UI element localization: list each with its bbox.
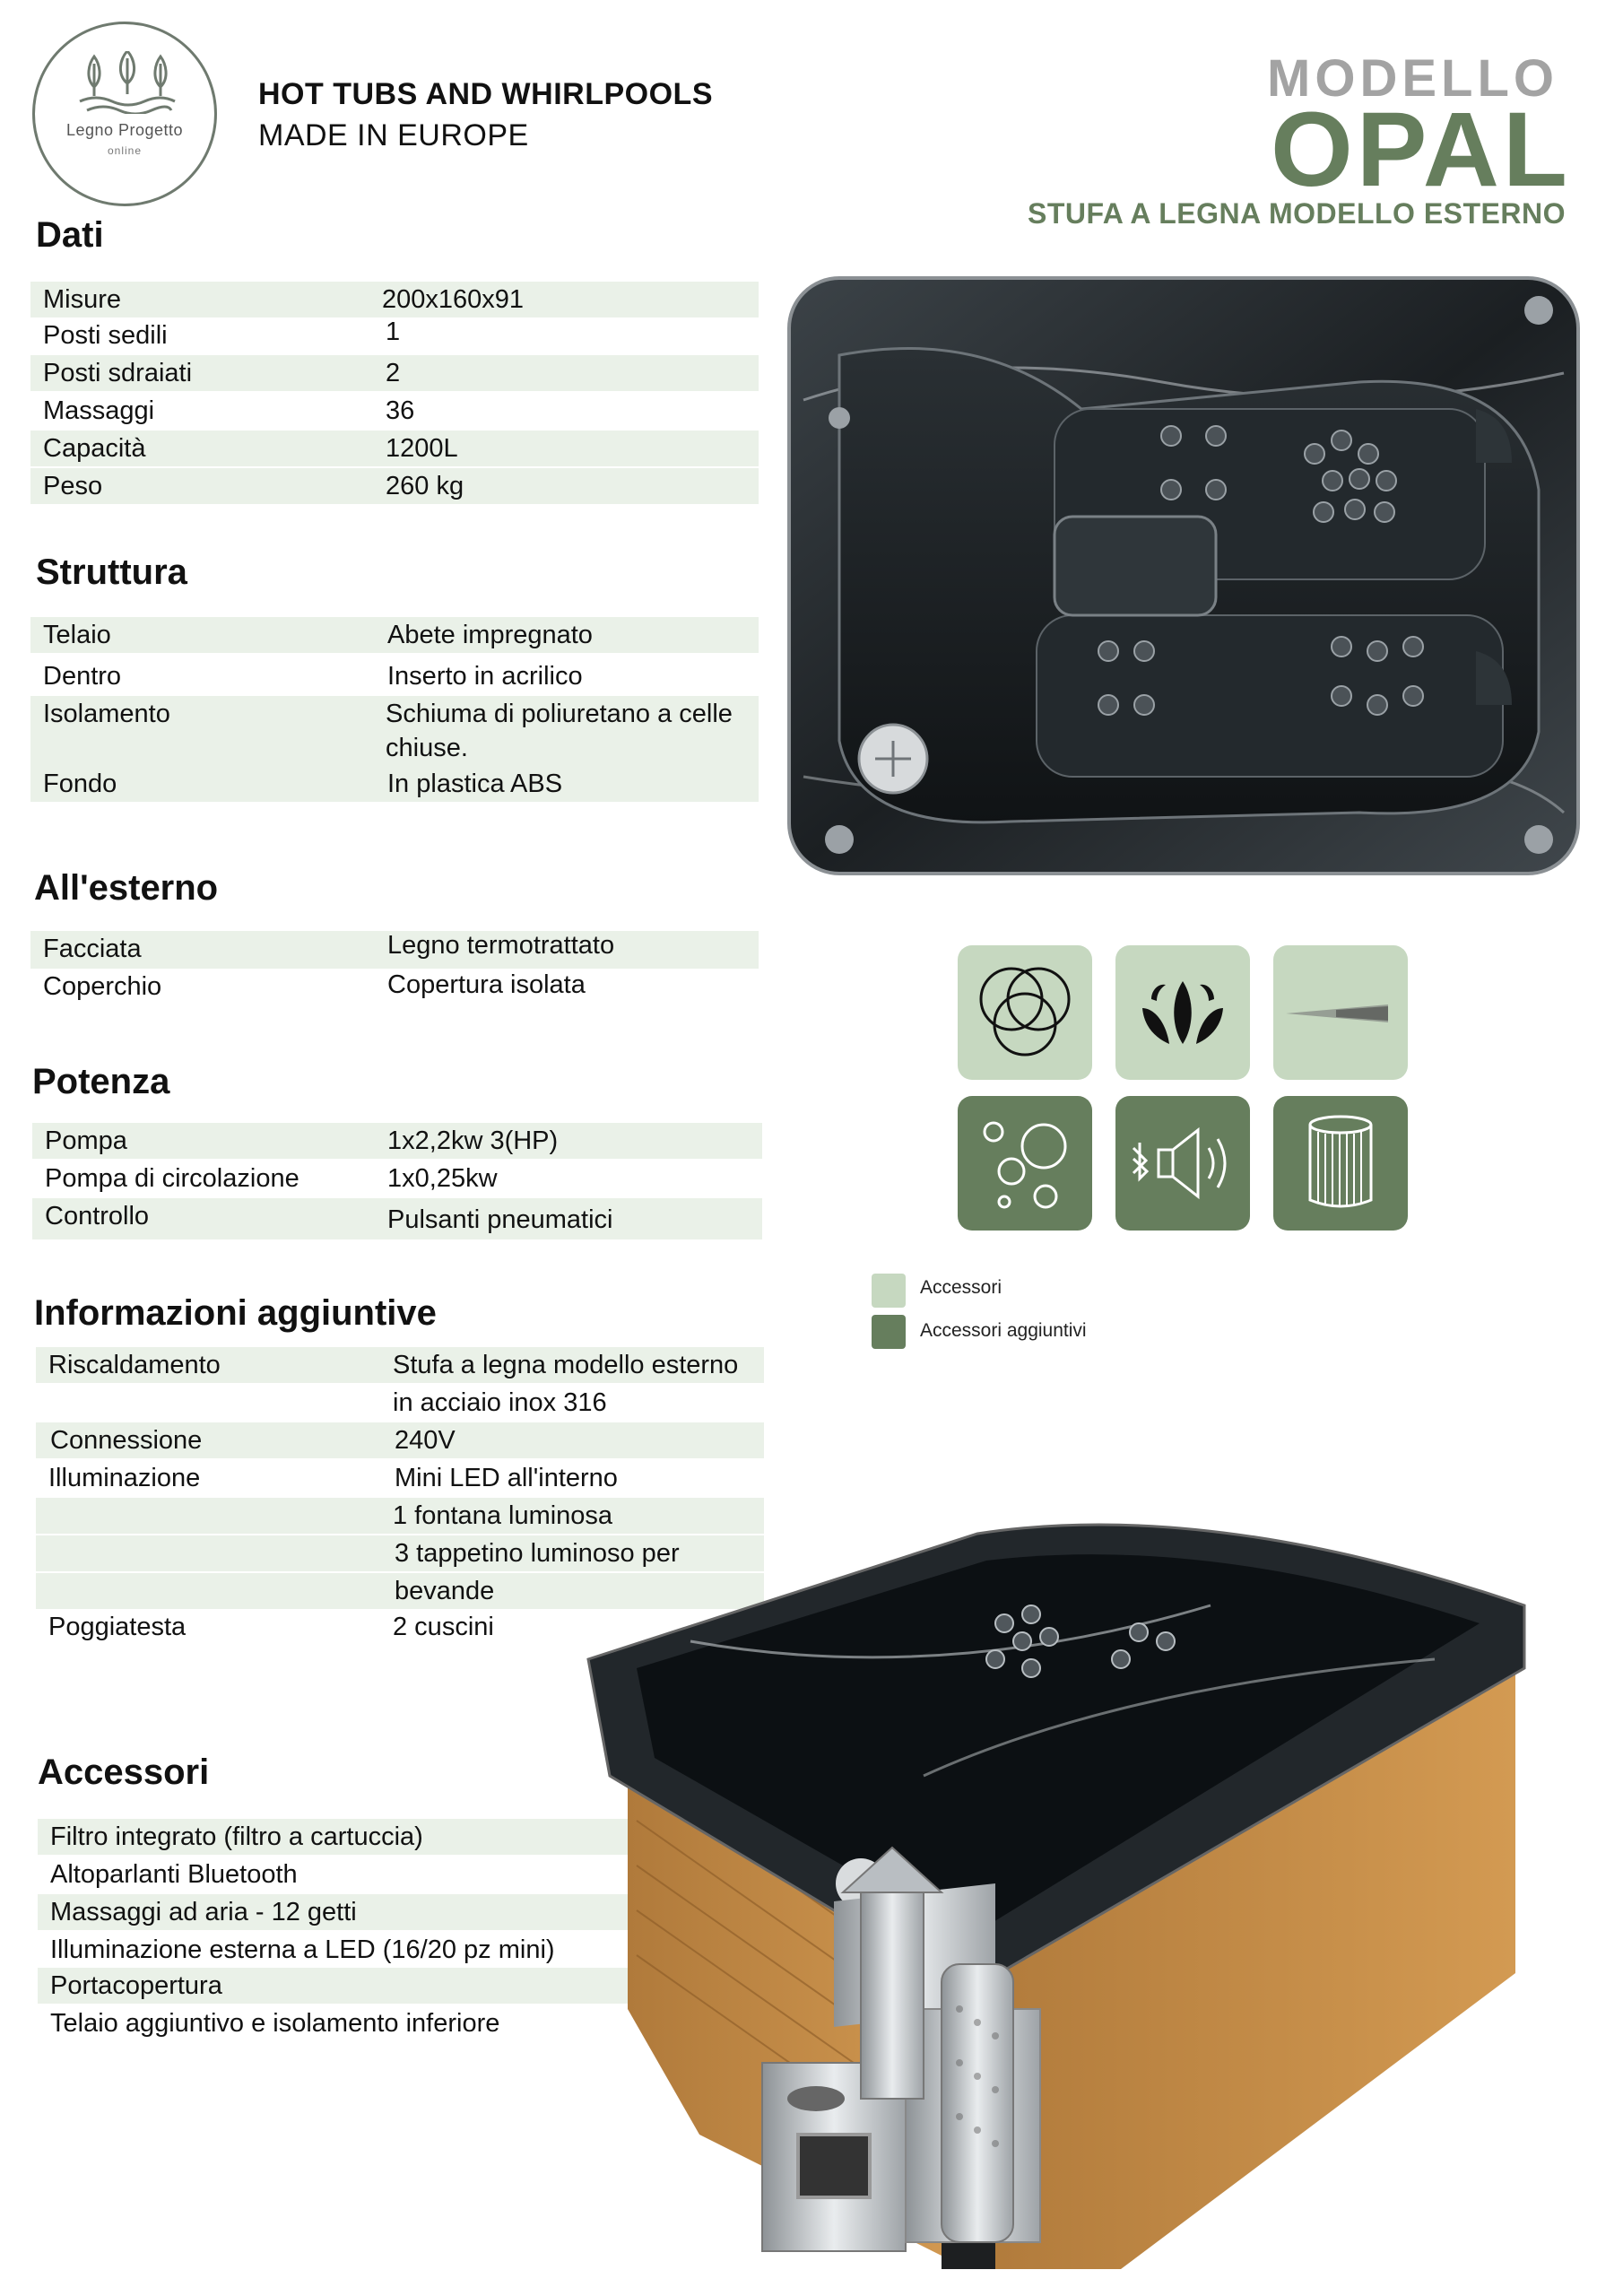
legend-swatch-accessori [872, 1274, 906, 1308]
row-value: Stufa a legna modello esterno [393, 1351, 739, 1379]
row-value: Inserto in acrilico [387, 662, 583, 691]
row-label: Coperchio [43, 972, 162, 1001]
row-label: Controllo [45, 1202, 150, 1231]
row-label: Dentro [43, 662, 122, 691]
row-value: 3 tappetino luminoso per [395, 1539, 680, 1568]
bluetooth-speaker-icon [1115, 1096, 1250, 1231]
row-value: bevande [395, 1577, 495, 1605]
table-row [32, 1198, 762, 1239]
table-row [32, 1161, 762, 1196]
table-row [30, 658, 759, 694]
row-label: Massaggi [43, 396, 155, 425]
table-row [36, 1422, 764, 1458]
hot-tub-top-view-image [785, 274, 1582, 877]
row-value: in acciaio inox 316 [393, 1388, 607, 1417]
table-row [30, 430, 759, 466]
row-value: 1 fontana luminosa [393, 1501, 613, 1530]
list-item-label: Massaggi ad aria - 12 getti [50, 1898, 357, 1926]
logo-name: Legno Progetto [65, 121, 184, 139]
list-item-label: Portacopertura [50, 1971, 222, 2000]
legend-label-accessori: Accessori [920, 1277, 1002, 1298]
air-jet-icon [1273, 945, 1408, 1080]
trees-icon [78, 51, 177, 114]
table-row [32, 1123, 762, 1159]
row-label: Illuminazione [48, 1464, 201, 1492]
section-title-info: Informazioni aggiuntive [34, 1293, 437, 1333]
fountain-icon [1115, 945, 1250, 1080]
row-label: Isolamento [43, 700, 170, 728]
model-name: OPAL [1270, 91, 1571, 209]
modello-label: MODELLO [1267, 49, 1558, 108]
tagline-made-in-europe: MADE IN EUROPE [258, 118, 529, 152]
section-title-dati: Dati [36, 215, 104, 255]
table-row [36, 1385, 764, 1421]
table-row [30, 393, 759, 429]
table-row [30, 468, 759, 504]
list-item-label: Altoparlanti Bluetooth [50, 1860, 298, 1889]
rgb-light-icon [958, 945, 1092, 1080]
table-row [30, 317, 759, 353]
row-label: Poggiatesta [48, 1613, 187, 1641]
row-value: In plastica ABS [387, 770, 563, 798]
list-item-label: Filtro integrato (filtro a cartuccia) [50, 1822, 423, 1851]
row-label: Posti sdraiati [43, 359, 193, 387]
table-row [30, 931, 759, 969]
row-value: 1200L [386, 434, 458, 463]
row-label: Facciata [43, 935, 142, 963]
row-label: Telaio [43, 621, 111, 649]
row-label: Pompa [45, 1126, 127, 1155]
table-row [30, 766, 759, 802]
table-row [30, 617, 759, 653]
list-item-label: Illuminazione esterna a LED (16/20 pz mini) [50, 1935, 555, 1964]
tagline-hot-tubs: HOT TUBS AND WHIRLPOOLS [258, 77, 713, 111]
row-value: Copertura isolata [387, 970, 586, 999]
row-value: Schiuma di poliuretano a celle [386, 700, 733, 728]
row-value: 2 cuscini [393, 1613, 494, 1641]
row-label: Pompa di circolazione [45, 1164, 299, 1193]
table-row [36, 1347, 764, 1383]
row-label: Riscaldamento [48, 1351, 221, 1379]
row-value: 36 [386, 396, 415, 425]
row-label: Capacità [43, 434, 146, 463]
table-row [30, 696, 759, 766]
filter-cartridge-icon [1273, 1096, 1408, 1231]
row-value: 1 [386, 317, 401, 346]
list-item-label: Telaio aggiuntivo e isolamento inferiore [50, 2009, 500, 2038]
row-label: Peso [43, 472, 103, 500]
row-label: Fondo [43, 770, 117, 798]
row-label: Posti sedili [43, 321, 168, 350]
section-title-struttura: Struttura [36, 552, 187, 592]
table-row [30, 969, 759, 1006]
row-value: 2 [386, 359, 401, 387]
row-value: 1x2,2kw 3(HP) [387, 1126, 559, 1155]
row-value: 240V [395, 1426, 456, 1455]
row-value-continued: chiuse. [386, 734, 468, 762]
row-value: 260 kg [386, 472, 464, 500]
model-subtitle: STUFA A LEGNA MODELLO ESTERNO [1028, 197, 1566, 230]
row-value: 1x0,25kw [387, 1164, 498, 1193]
table-row [36, 1460, 764, 1496]
legend-swatch-aggiuntivi [872, 1315, 906, 1349]
legend-label-aggiuntivi: Accessori aggiuntivi [920, 1320, 1087, 1341]
table-row [30, 282, 759, 317]
row-value: Pulsanti pneumatici [387, 1205, 613, 1234]
section-title-esterno: All'esterno [34, 868, 219, 908]
table-row [30, 355, 759, 391]
section-title-accessori: Accessori [38, 1752, 210, 1792]
row-value: 200x160x91 [382, 285, 525, 314]
hot-tub-with-wood-stove-image [583, 1507, 1596, 2278]
brand-logo [32, 22, 217, 206]
row-value: Legno termotrattato [387, 931, 615, 960]
row-label: Misure [43, 285, 122, 314]
logo-subtitle: online [107, 144, 143, 157]
section-title-potenza: Potenza [32, 1062, 170, 1101]
row-value: Abete impregnato [387, 621, 593, 649]
row-value: Mini LED all'interno [395, 1464, 618, 1492]
row-label: Connessione [50, 1426, 203, 1455]
bubbles-icon [958, 1096, 1092, 1231]
